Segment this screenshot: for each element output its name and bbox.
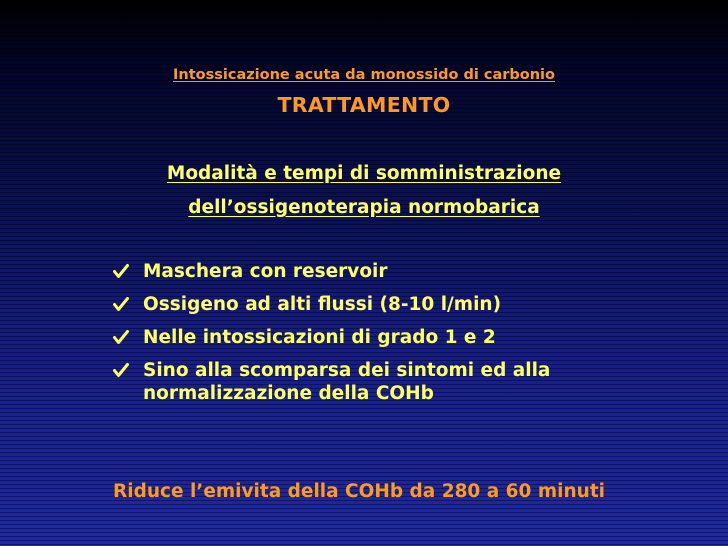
bullet-item (113, 293, 550, 316)
bullet-text: Ossigeno ad alti flussi (8-10 l/min) (143, 294, 502, 315)
bullet-text: Maschera con reservoir (143, 261, 388, 282)
section-heading-line-2: dell’ossigenoterapia normobarica (188, 197, 540, 218)
checkmark-icon (113, 329, 129, 345)
checkmark-icon (113, 362, 129, 378)
bullet-text-line-1: Sino alla scomparsa dei sintomi ed alla (143, 360, 551, 381)
bullet-text-line-2: normalizzazione della COHb (143, 383, 434, 404)
bullet-list (113, 260, 550, 415)
bullet-item (113, 260, 550, 283)
slide-subtitle: Intossicazione acuta da monossido di carbonio (173, 67, 555, 83)
slide-title: TRATTAMENTO (277, 93, 451, 117)
bullet-item (113, 326, 550, 349)
checkmark-icon (113, 296, 129, 312)
section-heading-line-1: Modalità e tempi di somministrazione (166, 163, 562, 184)
conclusion-text: Riduce l’emivita della COHb da 280 a 60 minuti (113, 481, 606, 502)
bullet-text: Nelle intossicazioni di grado 1 e 2 (143, 327, 496, 348)
checkmark-icon (113, 263, 129, 279)
bullet-item (113, 359, 550, 405)
